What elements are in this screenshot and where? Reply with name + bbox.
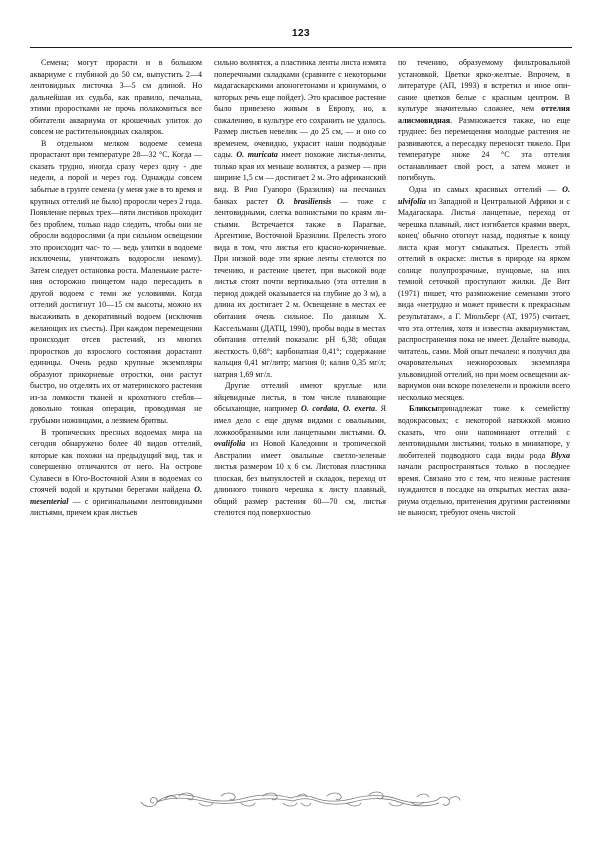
paragraph-text-cont3: из Новой Каледонии и тропической Австралии имеет овальные светло-зеленые листья размером 10 x 6 см. Листовая пластинка плоская, без выпуклостей и складок, переход от длинного тонкого черешка к листу плавный, общий размер растения 60—70 см, листья стелются под поверхностью bbox=[214, 439, 386, 518]
plant-common-name: оттелия алисмовидная bbox=[398, 104, 570, 125]
species-name: O. exerta bbox=[343, 404, 376, 414]
species-name: O. muricata bbox=[236, 150, 278, 160]
species-separator: , bbox=[337, 404, 344, 414]
paragraph-text: Одна из самых красивых оттелий — bbox=[409, 185, 563, 195]
paragraph-text: В тропических пресных водоемах мира на сегодня обнаружено более 40 видов оттелий, которые как похожи на предыдущий вид, так и совершенно отличаются от него. На острове Сулавеси в Юго-Восточной Азии в водоемах со стоячей водой и крутыми берегами найдена bbox=[30, 427, 202, 495]
paragraph-text-cont3: — тоже с лентовидными, слегка волнистыми по краям листьями. Встречается также в Парагвае, Аргентине, Восточной Бразилии. Прелесть этого вида в том, что листья его красно-коричневые. При низкой воде эти яркие ленты стелются по течению, и растение цветет, при высокой воде листья стоят почти вертикально (эта оттелия в период дождей оказывается на глубине до 3 м), а длина их достигает 2 м. Освещение в местах ее обитания очень сильное. По данным X. Кассельманн (ДАТЦ, 1990), пробы воды в местах обитания оттелий показали: pH 6,38; общая жесткость 0,68°; карбонатная 0,41°; содержание кальция 0,41 мг/литр; магния 0; калия 0,35 мг/л; натрия 1,69 мг/л. bbox=[214, 196, 386, 379]
paragraph bbox=[214, 57, 386, 380]
paragraph-text-cont2: имел дело с еще двумя видами с овальными, ложкообразными или ланцетными листьями. bbox=[214, 415, 386, 437]
genus-common-name: Бликсы bbox=[409, 404, 438, 414]
paragraph-text: Другие оттелий имеют круглые или яйцевидные листья, в том числе плавающие обсыхающие, например bbox=[214, 381, 386, 414]
species-name: O. ovalifolia bbox=[214, 427, 386, 449]
paragraph-text-cont: имеет похожие листья-ленты, только края их меньше волнятся, а размер — при ширине 1,5 см — bbox=[214, 150, 387, 183]
paragraph: Семена; могут прорасти и в большом аквариуме с глубиной до 50 см, выпустить 2—4 лентовидных листочка 3—5 см длиной. Но дальнейшая их судьба, как правило, печальна, этими проростками не прочь полакомиться все обитатели аквариума от крошечных улиток до совсем не растительноядных скалярок. bbox=[30, 58, 202, 137]
species-name: O. mesenterial bbox=[30, 485, 202, 506]
decorative-flourish-ornament bbox=[135, 782, 465, 816]
species-name: O. cordata bbox=[300, 404, 338, 414]
header-divider-rule bbox=[30, 47, 572, 48]
paragraph-text: по течению, образуемому фильтровальной установкой. Цветки ярко-желтые. Впрочем, в литературе (АП, 1993) я встретил и иное описание цветков белые с красным центром. В культуре значительно сложнее, чем bbox=[398, 58, 570, 114]
species-name: O. ulvifolia bbox=[398, 185, 570, 206]
paragraph-text-cont: из Западной и Центральной Африки и с Мадагаскара. Листья ланцетные, переход от черешка плавный, лист изгибается краями вверх, конец' обычно отогнут назад, поднятые к концу листа края могут смыкаться. Прелесть этой оттелий в окраске: листья в природе на ярком солнце полупрозрачные, пунцовые, на них темной сеточкой проступают жилки. Де Вит (1971) пишет, что размножение семенами этого вида «нетрудно и может привести к прекрасным результатам», а Г. Мюльберг (AT, 1975) считает, что эта оттелия, хотя и известна аквариумистам, распространения пока не имеет. Делайте выводы, читатель, сами. Мой опыт печален: я получил два очаровательных нежнорозовых экземпляра ульвовидной оттелий, но при моем освещении аквариумов они вскоре позеленели и прожили всего несколько месяцев. bbox=[398, 196, 571, 402]
paragraph bbox=[30, 427, 202, 519]
paragraph-text-cont2: достигает 2 м. Это африканский вид. В Рио Гуапоро (Бразилия) на песчаных банках растет bbox=[214, 173, 386, 206]
species-name: O. brasiliensis bbox=[277, 196, 332, 206]
paragraph bbox=[398, 184, 570, 403]
paragraph bbox=[398, 403, 570, 518]
paragraph-text-cont: — с оригинальными лентовидными листьями, причем края листьев bbox=[30, 496, 202, 518]
paragraph-text-cont: . Я bbox=[375, 404, 386, 414]
text-columns bbox=[30, 57, 572, 757]
paragraph-text-cont: . Размножается также, но еще труднее: без перемещения молодые растения не развиваются, а пересадку переносят тяжело. При температуре ниже 24 °С эта оттелия останавливает свой рост, а затем может и погибнуть. bbox=[398, 115, 570, 183]
paragraph-text: сильно волнятся, а пластинка ленты листа измята поперечными складками (сравните с некоторыми мадагаскарскими апоногетонами и кринумами, о которых речь еще пойдет). Это красивое растение было привезено живым в Европу, но, к сожалению, в культуре его сохранить не удалось. Размер листьев невелик — до 25 см, — и оно со временем, очевидно, украсит наши подводные сады. bbox=[214, 58, 386, 160]
column-3 bbox=[398, 57, 570, 519]
paragraph: В отдельном мелком водоеме семена прорастают при температуре 28—32 °С. Когда — сказать трудно, иногда сразу через одну - две недели, а порой и через год. Однажды совсем забытые в грунте семена (у меня уже в то время и крупных оттелий не было) проросли через 2 года. Появление первых трех—пяти листиков проходит без проблем, только надо следить, чтобы они не обросли водорослями (а при сильном освещении это происходит час- то — ведь улитки в водоеме исключены, уничтожать водоросли некому). Затем следует остановка роста. Маленькие растения осторожно пинцетом надо пересадить в другой водоем с теми же условиями. Когда оттелий достигнут 10—15 см высоты, можно их высаживать в декоративный водоем (исключив желающих их съесть). При каждом перемещении происходит отсев растений, из многих проростков до взрослого состояния дорастают единицы. Очень редко крупные экземпляры образуют прикорневые отростки, они растут быстро, но отделять их от материнского растения из-за ломкости тканей и крохотного стебля—довольно тонкая операция, проводимая не грубыми ножницами, а лезвием бритвы. bbox=[30, 138, 202, 425]
page-header bbox=[30, 28, 572, 40]
genus-name: Blyxa bbox=[550, 450, 570, 460]
column-1 bbox=[30, 57, 202, 519]
column-2 bbox=[214, 57, 386, 519]
paragraph-text-cont: начали распространяться только в последнее время. Связано это с тем, что нежные растения нуждаются в посадке на открытых местах аквариума отдельно, притенения другими растениями не выносят, требуют очень чистой bbox=[398, 462, 570, 518]
paragraph bbox=[398, 57, 570, 184]
paragraph-text: принадлежат тоже к семейству водокрасовых; с некоторой натяжкой можно сказать, что они напоминают оттелий с лентовидными листьями, только в миниатюре, у любителей подводного сада виды рода bbox=[398, 404, 570, 460]
page-number: 123 bbox=[292, 28, 310, 39]
paragraph bbox=[214, 380, 386, 519]
